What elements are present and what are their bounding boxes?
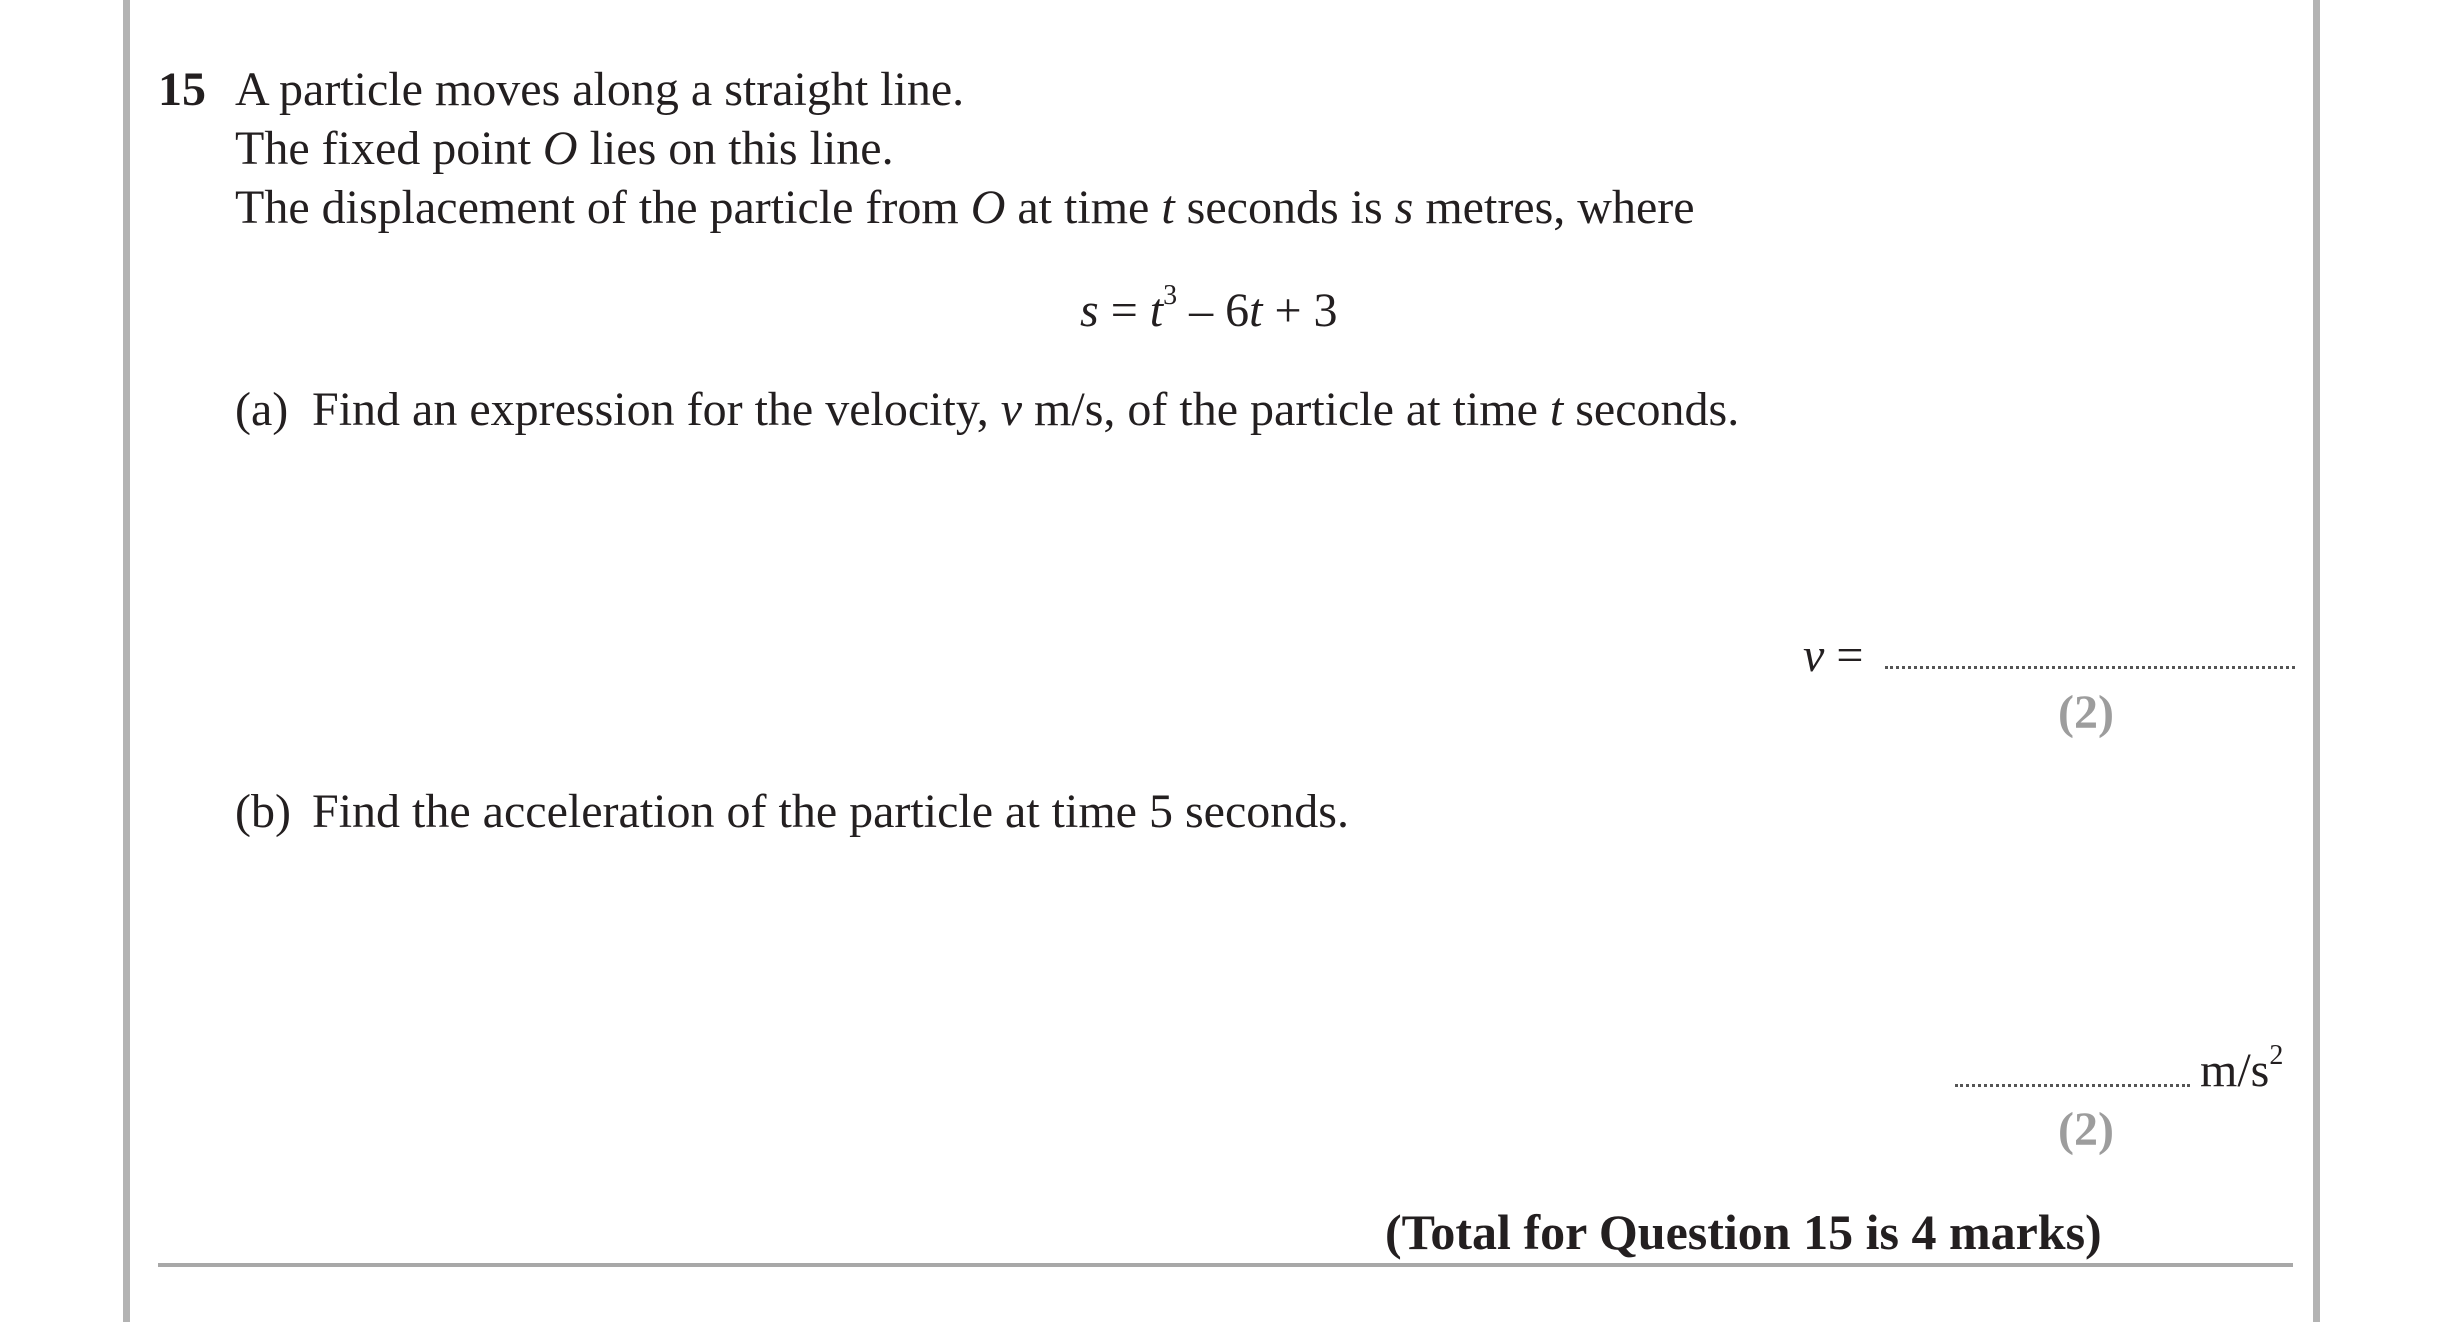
eq-rest: + 3 bbox=[1262, 284, 1338, 337]
part-b-text: Find the acceleration of the particle at time 5 seconds. bbox=[312, 785, 1349, 838]
question-total: (Total for Question 15 is 4 marks) bbox=[1385, 1204, 2102, 1260]
eq-equals: = bbox=[1098, 284, 1150, 337]
intro-line-2-a: The fixed point bbox=[235, 122, 543, 175]
part-a-marks: (2) bbox=[2058, 686, 2114, 739]
unit-power: 2 bbox=[2269, 1040, 2284, 1071]
unit-text: m/s bbox=[2200, 1044, 2270, 1097]
intro-line-3-d: metres, where bbox=[1413, 181, 1695, 234]
eq-t2: t bbox=[1249, 284, 1263, 337]
var-t: t bbox=[1161, 181, 1175, 234]
eq-minus: – 6 bbox=[1177, 284, 1250, 337]
part-b-unit bbox=[2200, 1040, 2283, 1098]
part-b-answer-line[interactable] bbox=[1955, 1084, 2190, 1087]
part-b-marks: (2) bbox=[2058, 1103, 2114, 1156]
intro-line-3-b: at time bbox=[1005, 181, 1162, 234]
intro-line-2-b: lies on this line. bbox=[577, 122, 894, 175]
intro-line-3 bbox=[235, 180, 1695, 235]
displacement-equation bbox=[1080, 280, 1338, 338]
eq-power: 3 bbox=[1163, 280, 1178, 311]
page-border-left bbox=[123, 0, 130, 1322]
intro-line-1 bbox=[235, 62, 964, 117]
part-a-question bbox=[235, 382, 1739, 437]
part-a-var-t: t bbox=[1549, 383, 1564, 436]
intro-line-1-text: A particle moves along a straight line. bbox=[235, 63, 965, 116]
part-a-text-b: m/s, of the particle at time bbox=[1022, 383, 1550, 436]
part-b-label: (b) bbox=[235, 785, 291, 838]
var-s: s bbox=[1394, 181, 1414, 234]
part-a-text-a: Find an expression for the velocity, bbox=[312, 383, 1001, 436]
part-a-text-c: seconds. bbox=[1563, 383, 1740, 436]
answer-equals: = bbox=[1824, 629, 1864, 682]
part-a-answer-line[interactable] bbox=[1885, 666, 2295, 669]
part-a-answer-label bbox=[1803, 628, 1863, 683]
part-a-label: (a) bbox=[235, 383, 289, 436]
eq-t: t bbox=[1149, 284, 1164, 337]
intro-line-3-c: seconds is bbox=[1174, 181, 1395, 234]
point-o: O bbox=[542, 122, 578, 175]
bottom-divider bbox=[158, 1263, 2293, 1267]
intro-line-2 bbox=[235, 121, 894, 176]
answer-var-v: v bbox=[1803, 629, 1825, 682]
point-o-ref: O bbox=[970, 181, 1006, 234]
question-number: 15 bbox=[158, 63, 206, 116]
part-b-question bbox=[235, 784, 1349, 839]
eq-s: s bbox=[1080, 284, 1099, 337]
intro-line-3-a: The displacement of the particle from bbox=[235, 181, 971, 234]
page-border-right bbox=[2313, 0, 2320, 1322]
part-a-var-v: v bbox=[1000, 383, 1023, 436]
